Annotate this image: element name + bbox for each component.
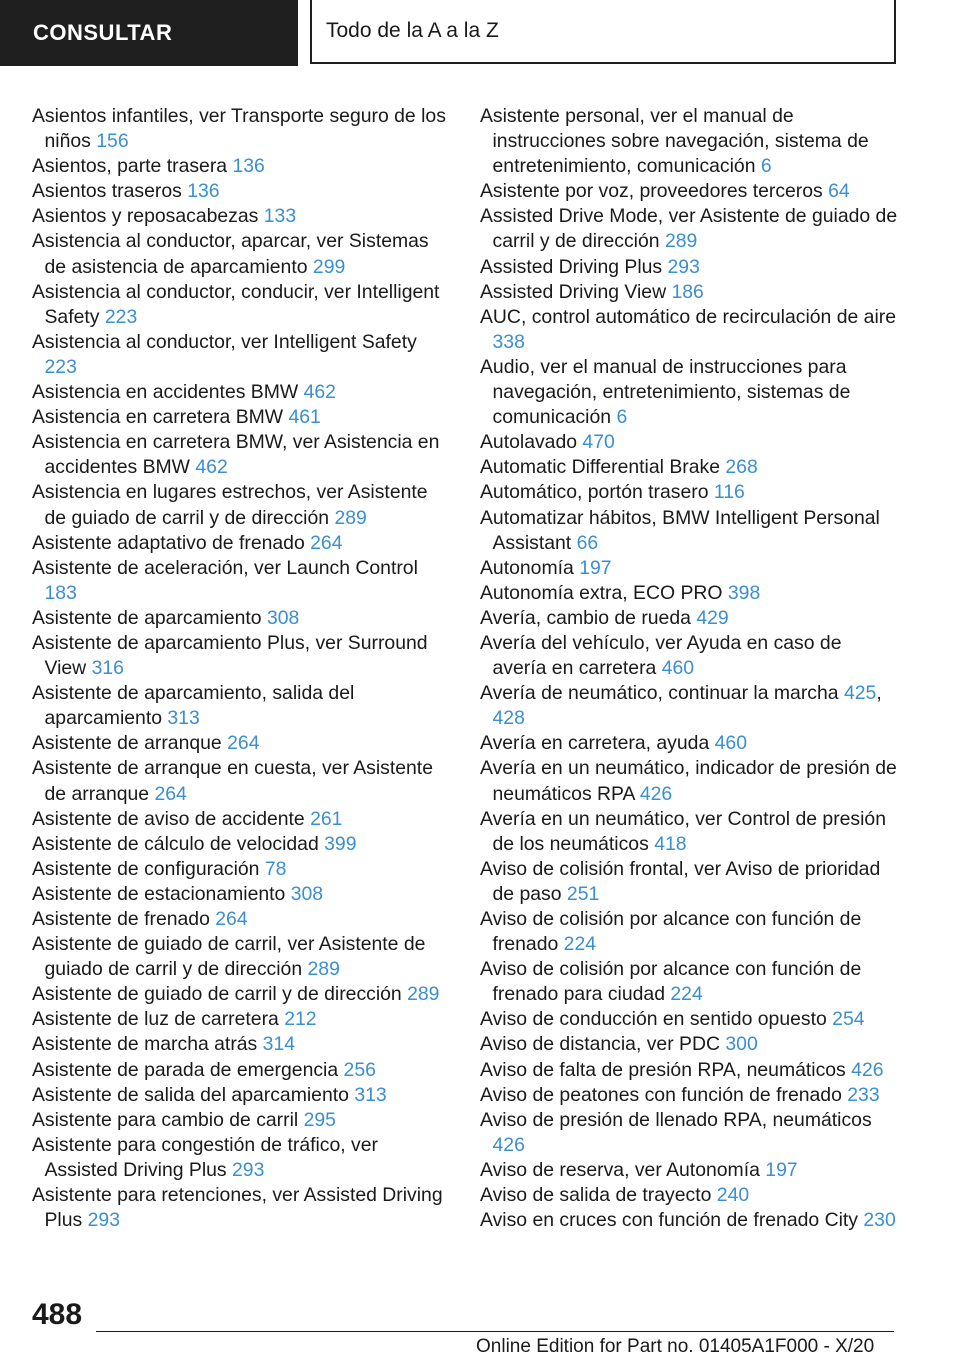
index-entry-text: Asistente de aparcamiento, salida del aparcamiento: [32, 682, 355, 730]
index-entry: [480, 581, 900, 606]
page-link[interactable]: 462: [195, 456, 228, 479]
index-entry: [32, 1133, 452, 1183]
page-link[interactable]: 460: [661, 657, 695, 680]
index-entry: [480, 907, 900, 957]
index-entry: [32, 807, 452, 832]
index-entry-text: Asistente de aviso de accidente: [32, 807, 305, 830]
index-entry-text: Asistente de marcha atrás: [32, 1033, 258, 1056]
index-entry-text: Aviso de distancia, ver PDC: [480, 1033, 720, 1056]
index-entry-text: Asistencia en carretera BMW: [32, 406, 284, 429]
page-link[interactable]: 426: [851, 1058, 884, 1081]
page-link[interactable]: 264: [154, 782, 187, 805]
index-entry-text: Asistencia en carretera BMW, ver Asistencia en accidentes BMW: [32, 431, 440, 479]
index-entry-text: Asistente de guiado de carril, ver Asistente de guiado de carril y de dirección: [32, 933, 426, 981]
index-entry-text: Asistente de aparcamiento: [32, 606, 262, 629]
index-entry-text: AUC, control automático de recirculación de aire: [480, 305, 897, 328]
index-entry-text: Assisted Driving View: [480, 280, 667, 303]
chapter-title-box: [310, 0, 896, 64]
index-entry-text: Aviso de conducción en sentido opuesto: [480, 1008, 827, 1031]
index-entry-text: Avería en carretera, ayuda: [480, 732, 710, 755]
index-entry: [480, 1083, 900, 1108]
index-column-right: [480, 104, 900, 1233]
page-link[interactable]: 289: [664, 230, 698, 253]
index-entry: [32, 330, 452, 380]
index-column-left: [32, 104, 452, 1233]
index-entry: [480, 506, 900, 556]
footer-divider: [96, 1331, 894, 1332]
page-link[interactable]: 462: [303, 381, 336, 404]
index-entry: [32, 982, 452, 1007]
page-link[interactable]: 293: [232, 1158, 265, 1181]
page-link[interactable]: 398: [727, 581, 761, 604]
index-entry-text: Asistencia en accidentes BMW: [32, 381, 299, 404]
index-entry-text: Asistente de cálculo de velocidad: [32, 832, 319, 855]
index-entry-text: Assisted Driving Plus: [480, 255, 663, 278]
index-entry-text: Asistente adaptativo de frenado: [32, 531, 305, 554]
index-entry-text: Asistente de estacionamiento: [32, 882, 286, 905]
page-link[interactable]: 240: [716, 1184, 750, 1207]
index-entry-text: Asistente para congestión de tráfico, ver Assisted Driving Plus: [32, 1133, 378, 1181]
page-link[interactable]: 313: [167, 707, 200, 730]
index-entry: [480, 756, 900, 806]
index-entry-text: Asistente para retenciones, ver Assisted Driving Plus: [32, 1184, 443, 1232]
index-entry: [480, 255, 900, 280]
page-link[interactable]: 300: [725, 1033, 758, 1056]
page-link[interactable]: 223: [44, 355, 77, 378]
page-link[interactable]: 313: [354, 1083, 387, 1106]
page-link[interactable]: 156: [96, 130, 129, 153]
footer-edition: Online Edition for Part no. 01405A1F000 - X/20: [476, 1336, 875, 1357]
page-link[interactable]: 308: [290, 882, 324, 905]
index-entry-text: Automático, portón trasero: [480, 481, 709, 504]
page-link[interactable]: 399: [324, 832, 357, 855]
index-entry: [32, 280, 452, 330]
page-link[interactable]: 299: [312, 255, 346, 278]
page-link[interactable]: 116: [713, 481, 745, 504]
index-entry: [480, 957, 900, 1007]
index-entry: [480, 606, 900, 631]
index-entry: [32, 531, 452, 556]
index-entry-text: Asistencia al conductor, ver Intelligent Safety: [32, 330, 417, 353]
index-entry-text: Asistente de luz de carretera: [32, 1008, 279, 1031]
index-entry-text: Autolavado: [480, 431, 578, 454]
index-entry: [32, 1108, 452, 1133]
index-entry-text: Asistente de aceleración, ver Launch Control: [32, 556, 418, 579]
index-entry: [480, 807, 900, 857]
index-entry: [480, 430, 900, 455]
index-entry-text: Asistente de arranque en cuesta, ver Asistente de arranque: [32, 757, 433, 805]
index-entry-text: Asistente de configuración: [32, 857, 260, 880]
index-entry-text: Asientos infantiles, ver Transporte seguro de los niños: [32, 105, 446, 153]
index-entry-text: Aviso de salida de trayecto: [480, 1184, 712, 1207]
index-entry: [480, 104, 900, 179]
index-entry-text: Asistente personal, ver el manual de instrucciones sobre navegación, sistema de entretenimiento, comunicación: [480, 105, 869, 178]
page-link[interactable]: 293: [87, 1209, 120, 1232]
index-entry-text: Aviso de falta de presión RPA, neumáticos: [480, 1058, 846, 1081]
index-entry: [480, 1032, 900, 1057]
page-link[interactable]: 425: [843, 682, 877, 705]
index-entry-text: Aviso de reserva, ver Autonomía: [480, 1158, 760, 1181]
page-link[interactable]: 308: [266, 606, 300, 629]
index-entry-text: Asistencia al conductor, aparcar, ver Sistemas de asistencia de aparcamiento: [32, 230, 429, 278]
index-entry-text: Autonomía extra, ECO PRO: [480, 581, 723, 604]
page-link[interactable]: 136: [232, 155, 265, 178]
index-entry: [32, 430, 452, 480]
index-entry-text: Avería del vehículo, ver Ayuda en caso de avería en carretera: [480, 631, 842, 680]
index-entry: [32, 932, 452, 982]
page-link[interactable]: 223: [104, 305, 138, 328]
page-link[interactable]: 230: [863, 1209, 896, 1232]
index-entry-text: Asistente de salida del aparcamiento: [32, 1083, 349, 1106]
page-link[interactable]: 6: [760, 155, 772, 178]
index-entry: [32, 229, 452, 279]
chapter-title: Todo de la A a la Z: [326, 19, 499, 42]
page-link[interactable]: 428: [492, 707, 525, 730]
index-entry: [32, 1032, 452, 1057]
index-entry-text: Asientos traseros: [32, 180, 182, 203]
index-entry: Avería de neumático, continuar la marcha 425, 428: [480, 682, 882, 730]
index-entry-text: Audio, ver el manual de instrucciones para navegación, entretenimiento, sistemas de comunicación: [480, 355, 851, 429]
page-link[interactable]: 264: [215, 908, 248, 930]
page-header: [0, 0, 960, 66]
index-entry: [32, 1083, 452, 1108]
page-link[interactable]: 233: [847, 1083, 880, 1106]
page-link[interactable]: 460: [714, 732, 747, 755]
page-link[interactable]: 293: [667, 255, 700, 278]
page-link[interactable]: 461: [288, 406, 321, 429]
page-number: 488: [32, 1298, 83, 1331]
index-entry: [32, 606, 452, 631]
page-link[interactable]: 224: [563, 933, 597, 956]
index-entry-text: Asistente por voz, proveedores terceros: [480, 180, 823, 203]
index-entry-text: Asistente de parada de emergencia: [32, 1058, 339, 1081]
index-entry-text: Avería, cambio de rueda: [480, 606, 691, 629]
index-entry-text: Autonomía: [480, 556, 574, 579]
index-entry: [480, 480, 900, 505]
page-link[interactable]: 64: [828, 180, 850, 203]
index-entry-text: Automatic Differential Brake: [480, 456, 720, 479]
index-entry: [480, 179, 900, 204]
index-entry: [480, 280, 900, 305]
index-entry: [32, 681, 452, 731]
index-entry: [32, 380, 452, 405]
index-entry: [32, 756, 452, 806]
index-entry: [32, 204, 452, 229]
index-entry: [32, 731, 452, 756]
index-entry-text: Avería de neumático, continuar la marcha: [480, 682, 839, 705]
page-link[interactable]: 264: [227, 732, 260, 755]
page-link[interactable]: 133: [263, 205, 297, 228]
page-link[interactable]: 224: [670, 983, 703, 1006]
page-link[interactable]: 314: [262, 1033, 296, 1056]
page-link[interactable]: 261: [310, 807, 343, 830]
index-entry: [480, 1058, 900, 1083]
index-entry: [32, 179, 452, 204]
page-link[interactable]: 470: [582, 431, 615, 454]
index-entry-text: Asientos y reposacabezas: [32, 205, 259, 228]
page-link[interactable]: 197: [579, 556, 612, 579]
page-link[interactable]: 289: [334, 506, 367, 529]
page-link[interactable]: 418: [654, 832, 687, 855]
index-entry: [32, 882, 452, 907]
index-entry-text: Asistencia al conductor, conducir, ver Intelligent Safety: [32, 280, 440, 328]
index-entry: [32, 1058, 452, 1083]
index-entry: [480, 1158, 900, 1183]
page-link[interactable]: 268: [725, 456, 758, 479]
index-entry: [480, 1007, 900, 1032]
page-link[interactable]: 78: [264, 857, 287, 880]
index-entry-text: Automatizar hábitos, BMW Intelligent Personal Assistant: [480, 506, 880, 554]
index-entry: [480, 455, 900, 480]
index-entry: [32, 832, 452, 857]
index-entry: [32, 1007, 452, 1032]
index-entry: [480, 204, 900, 254]
index-entry-text: Asientos, parte trasera: [32, 155, 228, 178]
index-entry: [480, 1208, 900, 1233]
index-entry: [32, 556, 452, 606]
index-entry: [480, 355, 900, 430]
page-link[interactable]: 254: [832, 1008, 865, 1031]
index-entry-text: Asistencia en lugares estrechos, ver Asistente de guiado de carril y de dirección: [32, 481, 428, 529]
page-link[interactable]: 295: [303, 1108, 336, 1131]
page-link[interactable]: 136: [187, 180, 220, 203]
page-link[interactable]: 429: [696, 606, 729, 629]
index-entry: [480, 631, 900, 681]
index-entry-text: Avería en un neumático, ver Control de presión de los neumáticos: [480, 807, 887, 855]
index-entry: [32, 154, 452, 179]
page-link[interactable]: 316: [91, 657, 124, 680]
index-entry: [32, 1183, 452, 1233]
index-entry: [480, 731, 900, 756]
index-entry-text: Asistente de guiado de carril y de dirección: [32, 983, 402, 1006]
index-entry-text: Asistente de arranque: [32, 732, 222, 755]
index-entry: [480, 305, 900, 355]
index-entry-text: Aviso de colisión por alcance con función de frenado: [480, 908, 862, 956]
page-link[interactable]: 186: [671, 280, 704, 303]
page-link[interactable]: 212: [284, 1008, 317, 1031]
page-link[interactable]: 289: [407, 983, 440, 1006]
page-link[interactable]: 6: [616, 406, 628, 429]
index-entry-text: Aviso de presión de llenado RPA, neumáticos: [480, 1108, 872, 1131]
index-entry: [480, 1183, 900, 1208]
page-link[interactable]: 197: [765, 1158, 798, 1181]
page-link[interactable]: 426: [639, 782, 673, 805]
index-entry: [480, 857, 900, 907]
page-link[interactable]: 426: [492, 1133, 525, 1156]
page-link[interactable]: 256: [343, 1058, 376, 1081]
section-label: CONSULTAR: [33, 20, 173, 45]
index-entry: [32, 104, 452, 154]
index-entry-text: Aviso de peatones con función de frenado: [480, 1083, 842, 1106]
index-entry-text: Assisted Drive Mode, ver Asistente de guiado de carril y de dirección: [480, 205, 898, 253]
index-entry-text: Aviso de colisión frontal, ver Aviso de prioridad de paso: [480, 857, 881, 905]
page-link[interactable]: 66: [576, 531, 599, 554]
page-link[interactable]: 264: [310, 531, 343, 554]
index-entry: [32, 480, 452, 530]
index-entry: [480, 556, 900, 581]
index-entry: [480, 1108, 900, 1158]
page-link[interactable]: 338: [492, 330, 525, 353]
page-link[interactable]: 183: [44, 581, 77, 604]
section-tab[interactable]: [0, 0, 298, 66]
index-entry-text: Avería en un neumático, indicador de presión de neumáticos RPA: [480, 757, 897, 805]
page-link[interactable]: 289: [307, 958, 340, 981]
index-entry-text: Aviso en cruces con función de frenado City: [480, 1209, 858, 1232]
index-entry: [32, 405, 452, 430]
index-entry: [32, 907, 452, 932]
index-entry-text: Asistente de frenado: [32, 908, 210, 930]
index-entry-text: Asistente de aparcamiento Plus, ver Surround View: [32, 631, 428, 680]
index-entry: [32, 631, 452, 681]
index-entry: [32, 857, 452, 882]
page-link[interactable]: 251: [566, 882, 600, 905]
index-entry-text: Asistente para cambio de carril: [32, 1108, 299, 1131]
index-entry-text: Aviso de colisión por alcance con función de frenado para ciudad: [480, 958, 862, 1006]
